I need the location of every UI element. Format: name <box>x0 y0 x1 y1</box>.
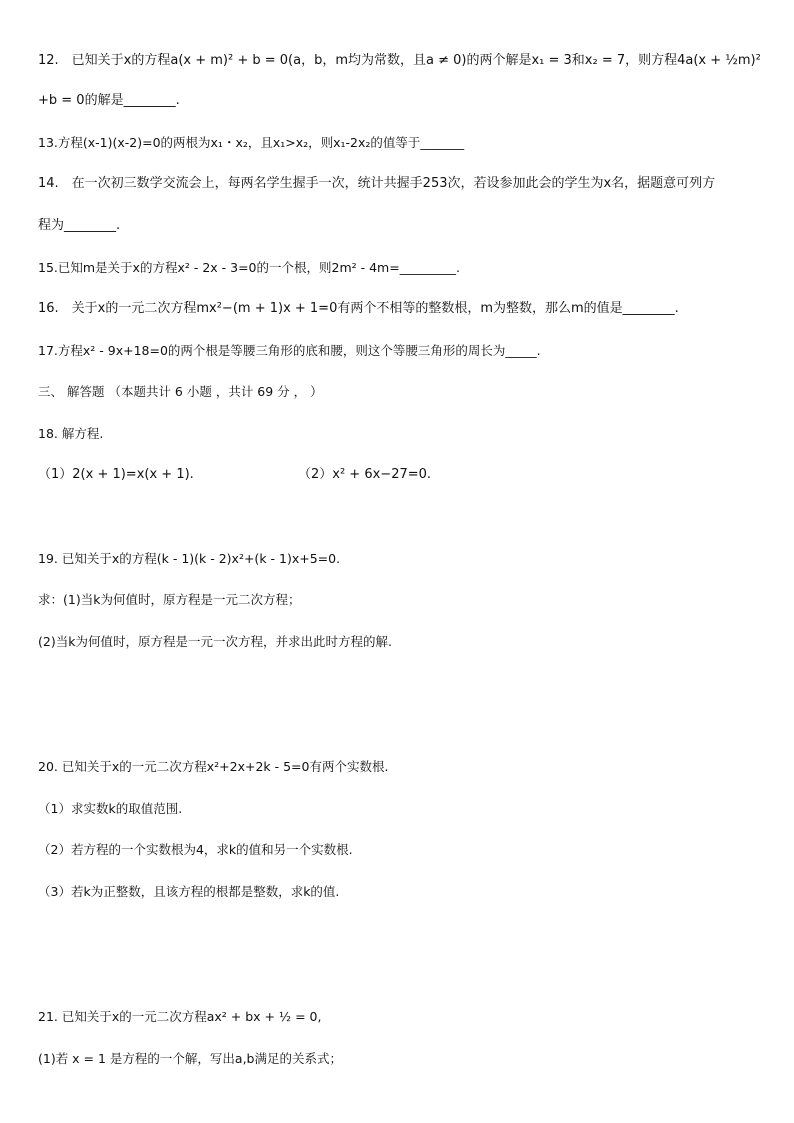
question-19-part-1: 求：(1)当k为何值时，原方程是一元二次方程； <box>38 592 301 607</box>
question-16: 16. 关于x的一元二次方程mx²−(m + 1)x + 1=0有两个不相等的整数根，m为整数，那么m的值是________. <box>38 301 679 316</box>
question-20-part-3: （3）若k为正整数，且该方程的根都是整数，求k的值. <box>38 884 340 899</box>
question-13: 13.方程(x-1)(x-2)=0的两根为x₁・x₂，且x₁>x₂，则x₁-2x₂的值等于_______ <box>38 135 465 150</box>
question-14-line-2: 程为________. <box>38 218 121 233</box>
section-heading: 三、 解答题 （本题共计 6 小题 ，共计 69 分 ， ） <box>38 384 323 399</box>
question-21-part-1: (1)若 x = 1 是方程的一个解，写出a,b满足的关系式； <box>38 1051 342 1066</box>
question-20-part-1: （1）求实数k的取值范围. <box>38 801 183 816</box>
question-14-line-1: 14. 在一次初三数学交流会上，每两名学生握手一次，统计共握手253次，若设参加此会的学生为x名，据题意可列方 <box>38 176 716 191</box>
question-12-line-1: 12. 已知关于x的方程a(x + m)² + b = 0(a，b，m均为常数，且a ≠ 0)的两个解是x₁ = 3和x₂ = 7，则方程4a(x + ½m)² <box>38 53 761 68</box>
question-12-line-2: +b = 0的解是________. <box>38 93 180 108</box>
question-15: 15.已知m是关于x的方程x² - 2x - 3=0的一个根，则2m² - 4m=_________. <box>38 260 460 275</box>
question-19: 19. 已知关于x的方程(k - 1)(k - 2)x²+(k - 1)x+5=0. <box>38 551 341 566</box>
question-18: 18. 解方程. <box>38 426 104 441</box>
question-19-part-2: (2)当k为何值时，原方程是一元一次方程，并求出此时方程的解. <box>38 634 392 649</box>
question-21: 21. 已知关于x的一元二次方程ax² + bx + ½ = 0, <box>38 1009 322 1024</box>
question-20-part-2: （2）若方程的一个实数根为4，求k的值和另一个实数根. <box>38 842 353 857</box>
question-20: 20. 已知关于x的一元二次方程x²+2x+2k - 5=0有两个实数根. <box>38 759 389 774</box>
question-17: 17.方程x² - 9x+18=0的两个根是等腰三角形的底和腰，则这个等腰三角形的周长为_____. <box>38 343 541 358</box>
question-18-part-1: （1）2(x + 1)=x(x + 1). <box>38 467 194 482</box>
question-18-part-2: （2）x² + 6x−27=0. <box>298 467 432 482</box>
